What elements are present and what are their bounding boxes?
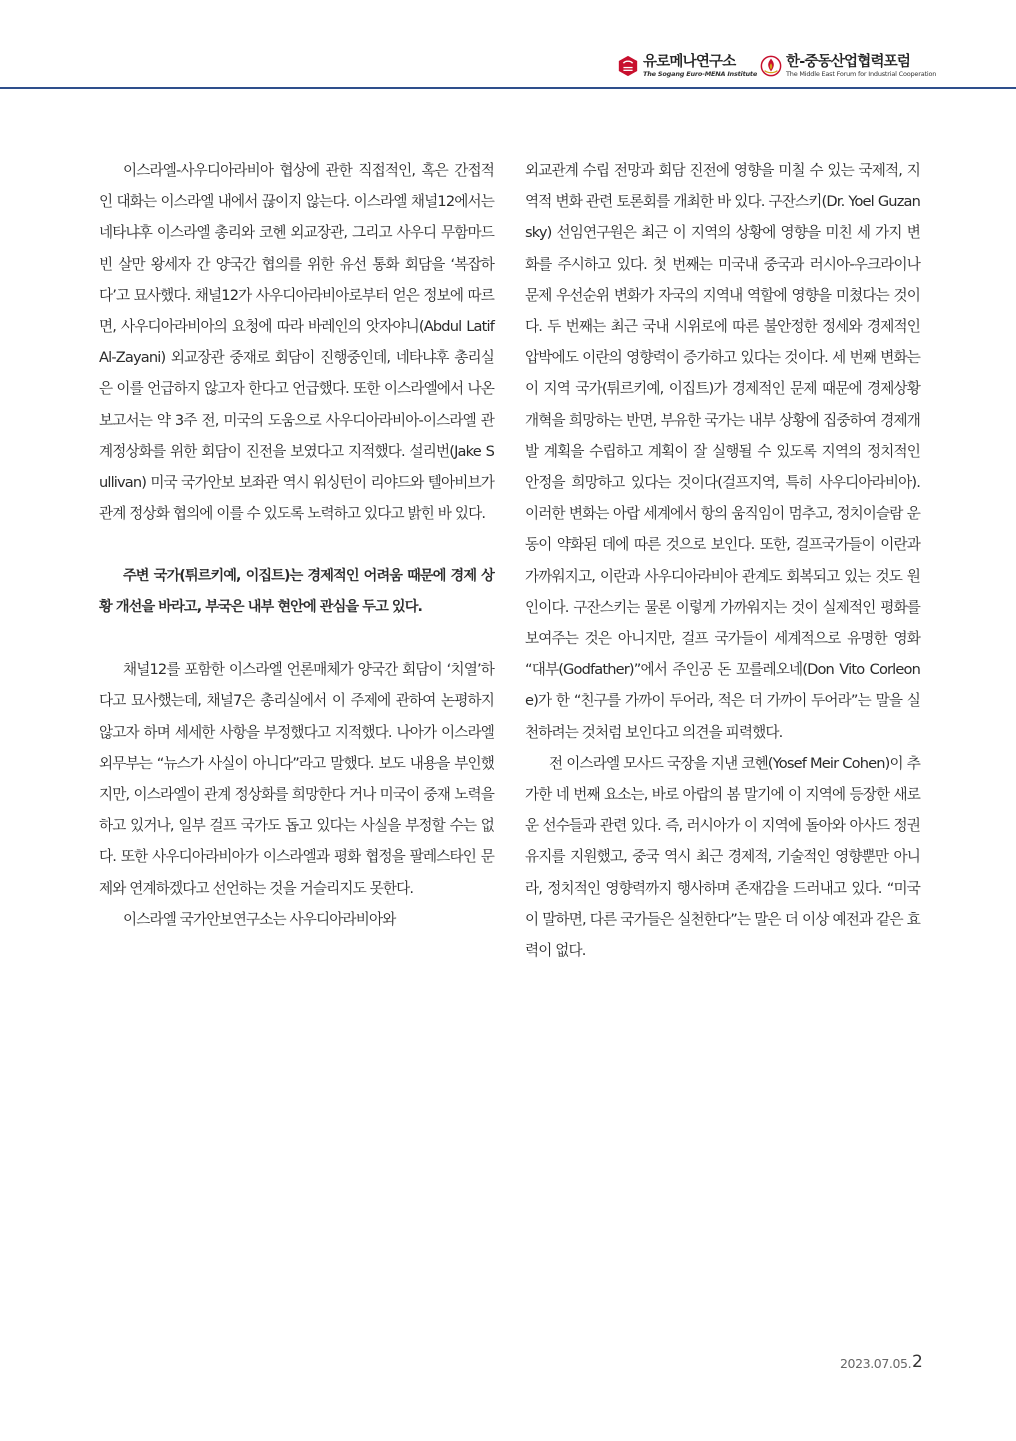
euromena-logo-icon — [617, 55, 639, 77]
right-column — [525, 155, 920, 966]
header-divider — [0, 87, 1016, 89]
euromena-name: 유로메나연구소 — [643, 53, 736, 70]
paragraph: 채널12를 포함한 이스라엘 언론매체가 양국간 회담이 ‘치열’하다고 묘사했는데, 채널7은 총리실에서 이 주제에 관하여 논평하지 않고자 하며 세세한 사항을 부정했다고 지적했다. 나아가 이스라엘 외무부는 “뉴스가 사실이 아니다”라고 말했다. 보도 내용을 부인했지만, 이스라엘이 관계 정상화를 희망한다 거나 미국이 중재 노력을 하고 있거나, 일부 걸프 국가도 돕고 있다는 사실을 부정할 수는 없다. 또한 사우디아라비아가 이스라엘과 평화 협정을 팔레스타인 문제와 연계하겠다고 선언하는 것을 거슬리지도 못한다. — [99, 661, 494, 897]
section-heading: 주변 국가(튀르키예, 이집트)는 경제적인 어려움 때문에 경제 상황 개선을 바라고, 부국은 내부 현안에 관심을 두고 있다. — [99, 567, 494, 615]
paragraph: 전 이스라엘 모사드 국장을 지낸 코헨(Yosef Meir Cohen)이 추가한 네 번째 요소는, 바로 아랍의 봄 말기에 이 지역에 등장한 새로운 선수들과 관련 있다. 즉, 러시아가 이 지역에 돌아와 아사드 정권 유지를 지원했고, 중국 역시 최근 경제적, 기술적인 영향뿐만 아니라, 정치적인 영향력까지 행사하며 존재감을 드러내고 있다. “미국이 말하면, 다른 국가들은 실천한다”는 말은 더 이상 예전과 같은 효력이 없다. — [525, 754, 920, 960]
forum-subtitle: The Middle East Forum for Industrial Cooperation — [786, 70, 937, 78]
forum-logo-icon — [760, 55, 782, 77]
paragraph: 이스라엘-사우디아라비아 협상에 관한 직접적인, 혹은 간접적인 대화는 이스라엘 내에서 끊이지 않는다. 이스라엘 채널12에서는 네타냐후 이스라엘 총리와 코헨 외교장관, 그리고 사우디 무함마드 빈 살만 왕세자 간 양국간 협의를 위한 유선 통화 회담을 ‘복잡하다’고 묘사했다. 채널12가 사우디아라비아로부터 얻은 정보에 따르면, 사우디아라비아의 요청에 따라 바레인의 앗자야니(Abdul Latif Al-Zayani) 외교장관 중재로 회담이 진행중인데, 네타냐후 총리실은 이를 언급하지 않고자 한다고 언급했다. 또한 이스라엘에서 나온 보고서는 약 3주 전, 미국의 도움으로 사우디아라비아-이스라엘 관계정상화를 위한 회담이 진전을 보였다고 지적했다. 설리번(Jake Sullivan) 미국 국가안보 보좌관 역시 워싱턴이 리야드와 텔아비브가 관계 정상화 협의에 이를 수 있도록 노력하고 있다고 밝힌 바 있다. — [99, 162, 494, 523]
page-header — [0, 0, 1016, 90]
footer-date: 2023.07.05. — [840, 1356, 912, 1371]
euromena-subtitle: The Sogang Euro-MENA Institute — [643, 70, 758, 78]
paragraph: 외교관계 수립 전망과 회담 진전에 영향을 미칠 수 있는 국제적, 지역적 변화 관련 토론회를 개최한 바 있다. 구잔스키(Dr. Yoel Guzansky) 선임연구원은 최근 이 지역의 상황에 영향을 미친 세 가지 변화를 주시하고 있다. 첫 번째는 미국내 중국과 러시아-우크라이나 문제 우선순위 변화가 자국의 지역내 역할에 영향을 미쳤다는 것이다. 두 번째는 최근 국내 시위로에 따른 불안정한 정세와 경제적인 압박에도 이란의 영향력이 증가하고 있다는 것이다. 세 번째 변화는 이 지역 국가(튀르키예, 이집트)가 경제적인 문제 때문에 경제상황 개혁을 희망하는 반면, 부유한 국가는 내부 상황에 집중하여 경제개발 계획을 수립하고 계획이 잘 실행될 수 있도록 지역의 정치적인 안정을 희망하고 있다는 것이다(걸프지역, 특히 사우디아라비아). 이러한 변화는 아랍 세계에서 항의 움직임이 멈추고, 정치이슬람 운동이 약화된 데에 따른 것으로 보인다. 또한, 걸프국가들이 이란과 가까워지고, 이란과 사우디아라비아 관계도 회복되고 있는 것도 원인이다. 구잔스키는 물론 이렇게 가까워지는 것이 실제적인 평화를 보여주는 것은 아니지만, 걸프 국가들이 세계적으로 유명한 영화 “대부(Godfather)”에서 주인공 돈 꼬를레오네(Don Vito Corleone)가 한 “친구를 가까이 두어라, 적은 더 가까이 두어라”는 말을 실천하려는 것처럼 보인다고 의견을 피력했다. — [525, 162, 920, 741]
left-column — [99, 155, 494, 935]
forum-name: 한-중동산업협력포럼 — [786, 53, 911, 70]
paragraph: 이스라엘 국가안보연구소는 사우디아라비아와 — [123, 910, 396, 928]
page-number: 2 — [912, 1352, 923, 1372]
euromena-logo — [617, 50, 757, 82]
forum-logo — [760, 50, 936, 82]
